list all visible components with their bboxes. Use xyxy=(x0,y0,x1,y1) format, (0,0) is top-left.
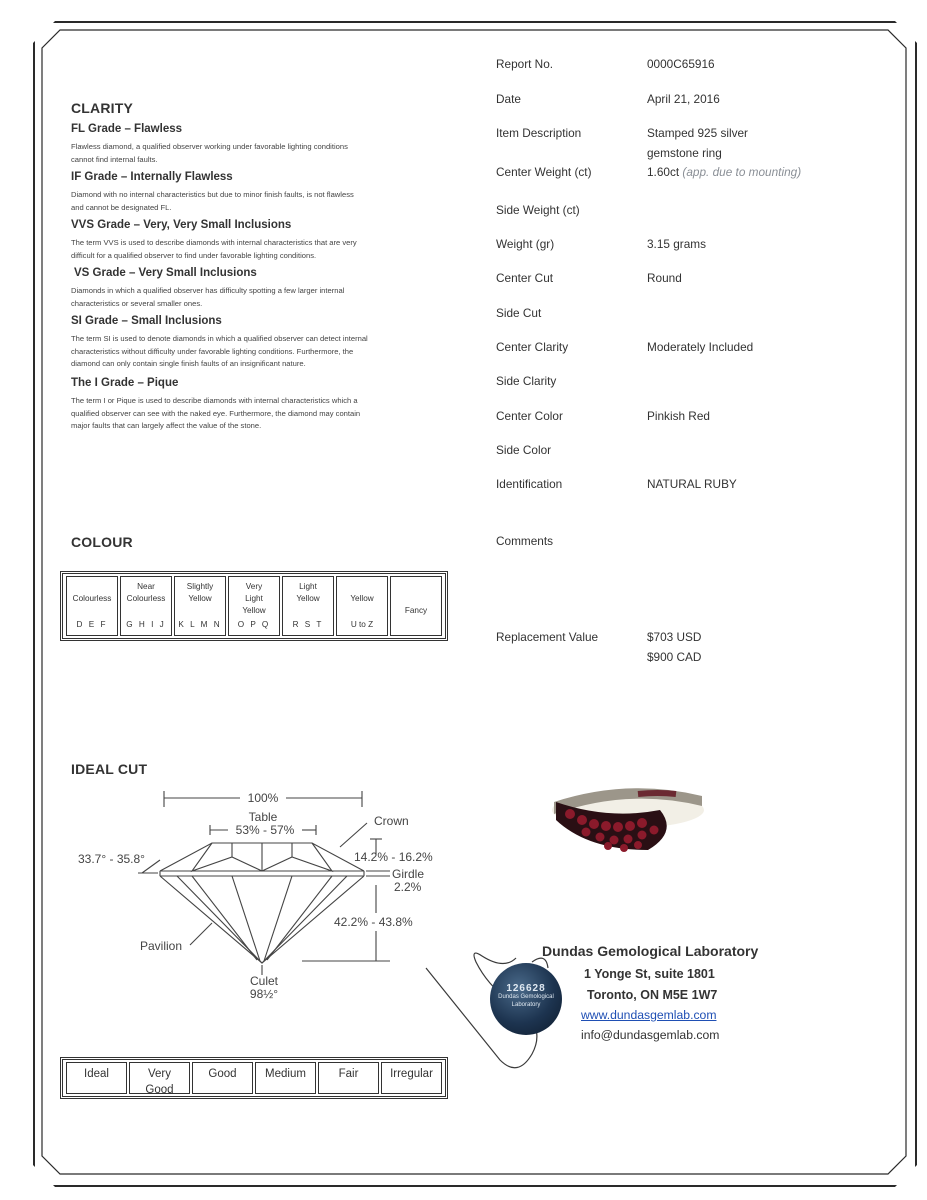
grade-vs-title: VS Grade – Very Small Inclusions xyxy=(74,267,257,279)
grade-si-description xyxy=(71,333,441,371)
colour-cell-name-line: Light xyxy=(299,582,317,591)
center-weight-note: (app. due to mounting) xyxy=(682,165,802,179)
center-weight-amount: 1.60ct xyxy=(647,165,680,179)
item-description-label: Item Description xyxy=(496,126,582,140)
report-no-label: Report No. xyxy=(496,57,554,71)
colour-cell-fancy xyxy=(390,576,442,636)
colour-cell-grades: R S T xyxy=(292,620,324,629)
cut-grade-label: Ideal xyxy=(84,1068,109,1080)
pavilion-depth-label: 42.2% - 43.8% xyxy=(334,915,413,929)
replacement-cad: $900 CAD xyxy=(647,650,702,664)
cut-grade-fair xyxy=(318,1062,379,1094)
seal-text-line2: Laboratory xyxy=(511,1002,541,1008)
center-cut-value: Round xyxy=(647,271,682,285)
seal-text-line1: Dundas Gemological xyxy=(498,994,554,1000)
grade-if-line2: and cannot be designated FL. xyxy=(71,202,172,212)
ring-photo xyxy=(548,780,708,856)
grade-vs-description xyxy=(71,285,441,310)
side-weight-label: Side Weight (ct) xyxy=(496,203,580,217)
side-cut-label: Side Cut xyxy=(496,306,542,320)
colour-cell-name-line: Yellow xyxy=(296,594,320,603)
grade-if-description xyxy=(71,189,441,214)
identification-value: NATURAL RUBY xyxy=(647,477,737,491)
lab-address-line1: 1 Yonge St, suite 1801 xyxy=(584,967,715,981)
center-color-label: Center Color xyxy=(496,409,563,423)
colour-cell-light-yellow xyxy=(282,576,334,636)
colour-cell-colourless xyxy=(66,576,118,636)
grade-fl-title: FL Grade – Flawless xyxy=(71,123,183,135)
grade-fl-line2: cannot find internal faults. xyxy=(71,154,158,164)
seal-number: 126628 xyxy=(506,983,546,994)
center-color-value: Pinkish Red xyxy=(647,409,710,423)
colour-cell-name xyxy=(121,581,171,605)
cut-grade-very-good xyxy=(129,1062,190,1094)
colour-cell-name-line: Near xyxy=(137,582,155,591)
cut-grade-label: Very xyxy=(147,1068,171,1080)
center-clarity-value: Moderately Included xyxy=(647,340,754,354)
cut-grade-label: Irregular xyxy=(390,1068,433,1080)
grade-i-line3: major faults that can largely affect the value of the stone. xyxy=(71,421,262,430)
colour-cell-very-light-yellow xyxy=(228,576,280,636)
colour-cell-name: Yellow xyxy=(350,594,374,603)
grade-i-title: The I Grade – Pique xyxy=(71,377,179,389)
grade-vvs-line2: difficult for a qualified observer to find under favorable lighting conditions. xyxy=(71,250,317,260)
crown-angle-label: 33.7° - 35.8° xyxy=(78,852,145,866)
side-clarity-label: Side Clarity xyxy=(496,374,557,388)
colour-cell-slightly-yellow xyxy=(174,576,226,636)
colour-cell-name xyxy=(283,581,333,605)
culet-pct-label: 98½° xyxy=(249,987,279,1001)
grade-vvs-description xyxy=(71,237,441,262)
colour-cell-name: Colourless xyxy=(72,594,112,603)
colour-cell-grades: G H I J xyxy=(126,620,166,629)
lab-email: info@dundasgemlab.com xyxy=(581,1028,720,1042)
colour-cell-grades: D E F xyxy=(76,620,108,629)
replacement-usd: $703 USD xyxy=(647,630,702,644)
center-clarity-label: Center Clarity xyxy=(496,340,569,354)
colour-cell-name-line: Yellow xyxy=(188,594,212,603)
date-value: April 21, 2016 xyxy=(647,92,720,106)
crown-height-label: 14.2% - 16.2% xyxy=(354,850,433,864)
clarity-heading: CLARITY xyxy=(71,100,134,116)
lab-website-link[interactable]: www.dundasgemlab.com xyxy=(581,1008,717,1022)
cut-grade-label: Good xyxy=(145,1084,174,1096)
grade-si-title: SI Grade – Small Inclusions xyxy=(71,315,222,327)
colour-cell-grades: O P Q xyxy=(237,620,271,629)
report-no-value: 0000C65916 xyxy=(647,57,715,71)
side-color-label: Side Color xyxy=(496,443,552,457)
colour-cell-name: Fancy xyxy=(404,606,428,615)
grade-i-description xyxy=(71,395,441,433)
table-label: Table xyxy=(248,810,278,824)
grade-si-line3: diamond can only contain single finish faults of an insignificant nature. xyxy=(71,359,306,368)
cut-grade-label: Good xyxy=(208,1068,237,1080)
colour-cell-name-line: Yellow xyxy=(242,606,266,615)
colour-cell-name-line: Colourless xyxy=(126,594,166,603)
colour-cell-name-line: Very xyxy=(245,582,263,591)
center-weight-label: Center Weight (ct) xyxy=(496,165,592,179)
cut-grade-label: Fair xyxy=(338,1068,359,1080)
center-weight-value xyxy=(647,165,801,179)
grade-fl-description xyxy=(71,141,441,166)
colour-cell-near-colourless xyxy=(120,576,172,636)
colour-cell-name-line: Light xyxy=(245,594,263,603)
grade-if-title: IF Grade – Internally Flawless xyxy=(71,171,233,183)
cut-grade-table xyxy=(60,1057,448,1099)
colour-cell-name-line: Slightly xyxy=(186,582,214,591)
grade-vs-line2: characteristics or several smaller ones. xyxy=(71,298,203,308)
grade-vs-line1: Diamonds in which a qualified observer has difficulty spotting a few larger internal xyxy=(71,286,345,295)
lab-address-line2: Toronto, ON M5E 1W7 xyxy=(587,988,718,1002)
grade-vvs-line1: The term VVS is used to describe diamonds with internal characteristics that are very xyxy=(71,238,357,247)
pavilion-label: Pavilion xyxy=(140,939,183,953)
colour-cell-name xyxy=(229,581,279,617)
colour-cell-yellow xyxy=(336,576,388,636)
grade-si-line1: The term SI is used to denote diamonds in which a qualified observer can detect internal xyxy=(71,334,368,343)
colour-cell-grades: K L M N xyxy=(178,620,222,629)
grade-vvs-title: VVS Grade – Very, Very Small Inclusions xyxy=(71,219,292,231)
cut-grade-label: Medium xyxy=(265,1068,306,1080)
grade-si-line2: characteristics without difficulty under favorable lighting conditions. Furthermore, the xyxy=(71,346,354,356)
grade-if-line1: Diamond with no internal characteristics but due to minor finish faults, is not flawless xyxy=(71,190,354,199)
width-label: 100% xyxy=(247,791,279,805)
identification-label: Identification xyxy=(496,477,563,491)
girdle-pct-label: 2.2% xyxy=(394,880,422,894)
girdle-label: Girdle xyxy=(392,867,425,881)
grade-i-line1: The term I or Pique is used to describe diamonds with internal characteristics which a xyxy=(71,396,358,405)
center-cut-label: Center Cut xyxy=(496,271,554,285)
cut-grade-good xyxy=(192,1062,253,1094)
colour-cell-grades: U to Z xyxy=(350,620,374,629)
date-label: Date xyxy=(496,92,521,106)
colour-cell-name xyxy=(175,581,225,605)
colour-heading: COLOUR xyxy=(71,534,133,550)
replacement-value-label: Replacement Value xyxy=(496,630,599,644)
item-description-line1: Stamped 925 silver xyxy=(647,126,748,140)
cut-grade-ideal xyxy=(66,1062,127,1094)
table-range-label: 53% - 57% xyxy=(235,823,295,837)
crown-label: Crown xyxy=(374,814,409,828)
comments-label: Comments xyxy=(496,534,554,548)
weight-label: Weight (gr) xyxy=(496,237,555,251)
item-description-line2: gemstone ring xyxy=(647,146,722,160)
grade-i-line2: qualified observer can see with the naked eye. Furthermore, the diamond may contain xyxy=(71,408,361,418)
lab-name: Dundas Gemological Laboratory xyxy=(542,943,759,959)
grade-fl-line1: Flawless diamond, a qualified observer working under favorable lighting conditions xyxy=(71,142,348,151)
diamond-proportions-diagram xyxy=(72,785,452,1005)
colour-scale-table xyxy=(60,571,448,641)
culet-label: Culet xyxy=(249,974,279,988)
lab-seal xyxy=(490,963,562,1035)
ideal-cut-heading: IDEAL CUT xyxy=(71,761,148,777)
weight-value: 3.15 grams xyxy=(647,237,707,251)
cut-grade-medium xyxy=(255,1062,316,1094)
